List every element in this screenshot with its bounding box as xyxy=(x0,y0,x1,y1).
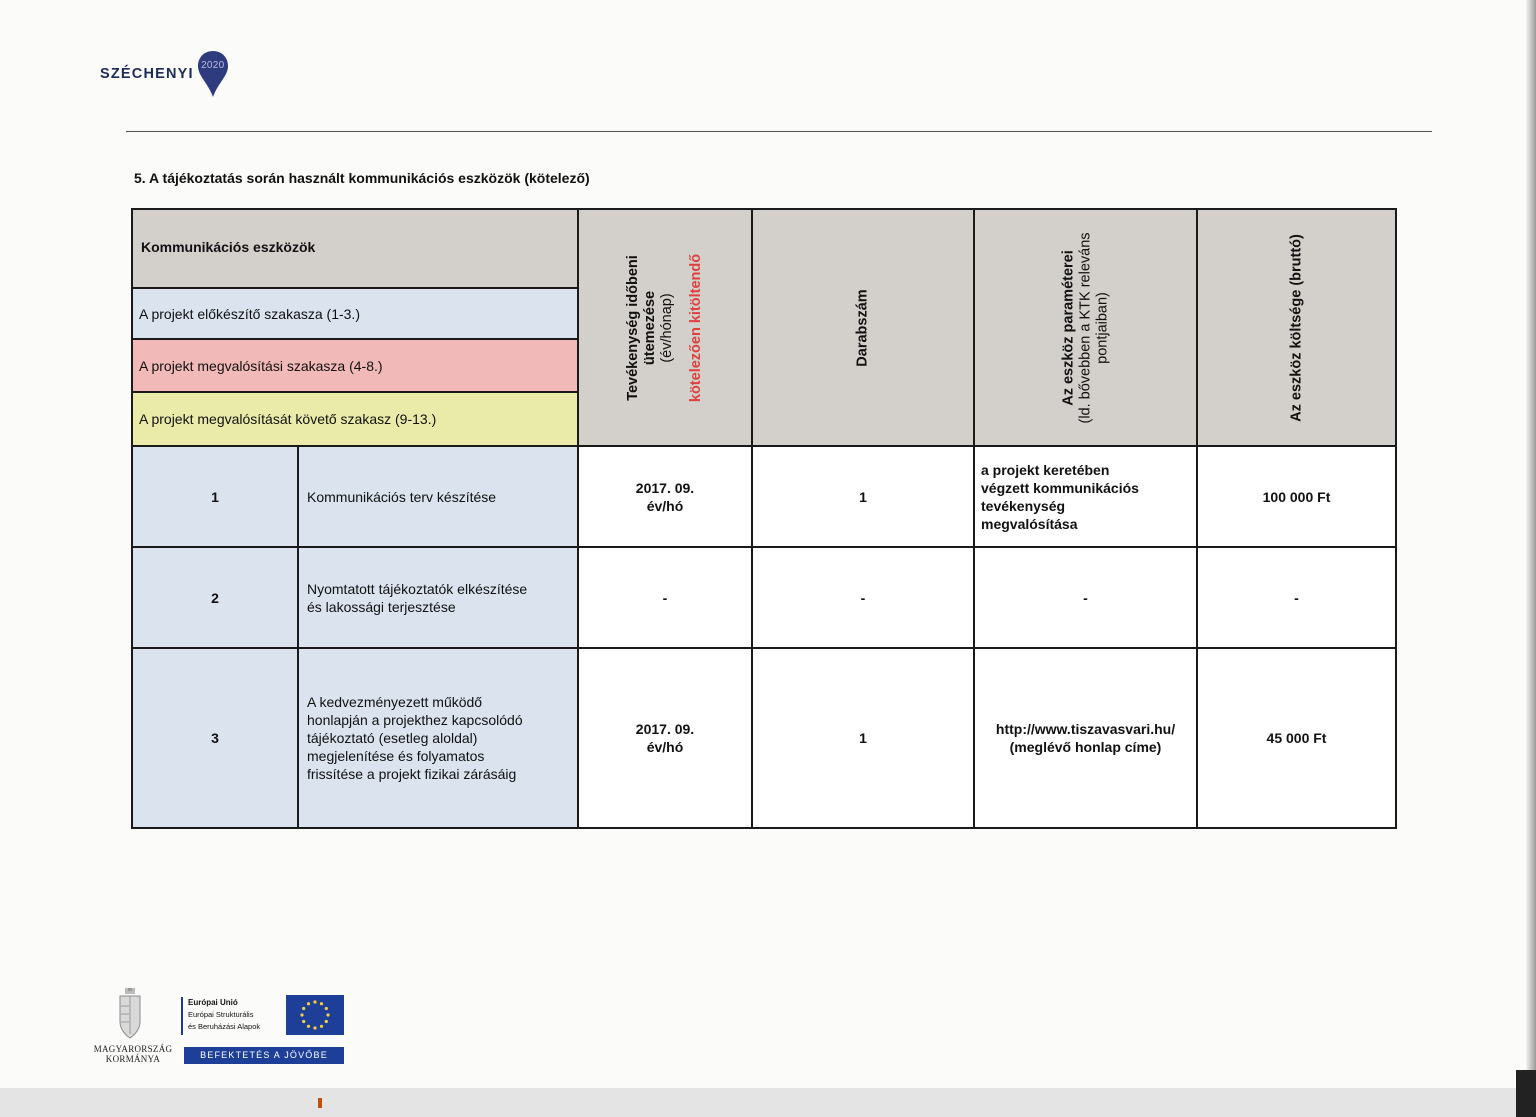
scan-mark xyxy=(318,1098,322,1108)
description-line: Nyomtatott tájékoztatók elkészítése xyxy=(307,580,528,597)
government-line1: MAGYARORSZÁG xyxy=(93,1044,173,1054)
schedule-header-line2: ütemezése xyxy=(642,290,658,365)
row-params xyxy=(974,648,1197,828)
website-note: (meglévő honlap címe) xyxy=(1009,739,1162,755)
section-title: 5. A tájékoztatás során használt kommunikációs eszközök (kötelező) xyxy=(134,170,590,186)
description-line: tájékoztató (esetleg aloldal) xyxy=(307,730,478,746)
cost-header: Az eszköz költsége (bruttó) xyxy=(1288,233,1304,422)
row-count: 1 xyxy=(752,446,974,547)
eu-flag-icon xyxy=(286,995,344,1035)
header-divider xyxy=(126,131,1432,132)
count-header: Darabszám xyxy=(854,288,871,367)
row-schedule: - xyxy=(578,547,752,648)
stage-implementation: A projekt megvalósítási szakasza (4-8.) xyxy=(132,339,578,392)
column-header-cost xyxy=(1197,209,1396,446)
row-schedule xyxy=(578,648,752,828)
row-cost: - xyxy=(1197,547,1396,648)
government-label xyxy=(88,1044,178,1064)
row-number: 1 xyxy=(132,446,298,547)
eu-slogan-banner: BEFEKTETÉS A JÖVŐBE xyxy=(184,1047,344,1064)
description-line: frissítése a projekt fizikai zárásáig xyxy=(307,766,517,782)
table-row xyxy=(132,648,1396,828)
params-header-line3: pontjaiban) xyxy=(1094,291,1110,364)
hungarian-crest-icon xyxy=(116,988,144,1040)
table-row xyxy=(132,547,1396,648)
row-count: 1 xyxy=(752,648,974,828)
params-header-line2: (ld. bővebben a KTK releváns xyxy=(1077,231,1093,424)
communication-tools-table xyxy=(131,208,1397,829)
schedule-date: 2017. 09. xyxy=(635,721,695,737)
row-description xyxy=(298,648,578,828)
schedule-unit: év/hó xyxy=(646,497,684,514)
params-line: végzett kommunikációs xyxy=(981,479,1139,496)
column-header-params xyxy=(974,209,1197,446)
description-line: megjelenítése és folyamatos xyxy=(307,748,485,764)
government-line2: KORMÁNYA xyxy=(105,1054,161,1064)
scan-bottom-band xyxy=(0,1088,1536,1117)
row-description xyxy=(298,547,578,648)
description-line: honlapján a projekthez kapcsolódó xyxy=(307,712,523,728)
row-count: - xyxy=(752,547,974,648)
schedule-unit: év/hó xyxy=(646,739,684,755)
column-header-schedule xyxy=(578,209,752,446)
row-schedule xyxy=(578,446,752,547)
row-params: - xyxy=(974,547,1197,648)
schedule-header-line1: Tevékenység időbeni xyxy=(625,254,641,401)
schedule-required-note: kötelezően kitöltendő xyxy=(688,253,704,402)
column-header-count xyxy=(752,209,974,446)
row-number: 2 xyxy=(132,547,298,648)
description-line: és lakossági terjesztése xyxy=(307,598,456,615)
scan-right-edge xyxy=(1526,0,1536,1117)
row-cost: 45 000 Ft xyxy=(1197,648,1396,828)
stage-post-implementation: A projekt megvalósítását követő szakasz (9-13.) xyxy=(132,392,578,446)
map-pin-icon xyxy=(196,49,230,99)
szechenyi-logo xyxy=(100,46,230,102)
row-description: Kommunikációs terv készítése xyxy=(298,446,578,547)
eu-label xyxy=(188,997,260,1033)
logo-year: 2020 xyxy=(201,60,225,71)
params-line: megvalósítása xyxy=(981,515,1078,532)
website-url: http://www.tiszavasvari.hu/ xyxy=(995,721,1176,737)
row-params xyxy=(974,446,1197,547)
row-cost: 100 000 Ft xyxy=(1197,446,1396,547)
scan-corner-shadow xyxy=(1516,1070,1536,1117)
params-line: tevékenység xyxy=(981,497,1066,514)
eu-line1: Európai Unió xyxy=(188,998,238,1007)
logo-text: SZÉCHENYI xyxy=(100,66,194,82)
stage-preparation: A projekt előkészítő szakasza (1-3.) xyxy=(132,288,578,339)
schedule-header-line3: (év/hónap) xyxy=(659,292,675,363)
table-row xyxy=(132,446,1396,547)
params-line: a projekt keretében xyxy=(981,461,1110,478)
eu-line2: Európai Strukturális xyxy=(188,1010,254,1019)
schedule-date: 2017. 09. xyxy=(635,479,695,496)
description-line: A kedvezményezett működő xyxy=(307,694,483,710)
eu-line3: és Beruházási Alapok xyxy=(188,1022,261,1031)
row-number: 3 xyxy=(132,648,298,828)
eu-divider xyxy=(181,997,183,1035)
params-header-line1: Az eszköz paraméterei xyxy=(1060,249,1076,406)
table-corner-title: Kommunikációs eszközök xyxy=(132,209,578,288)
